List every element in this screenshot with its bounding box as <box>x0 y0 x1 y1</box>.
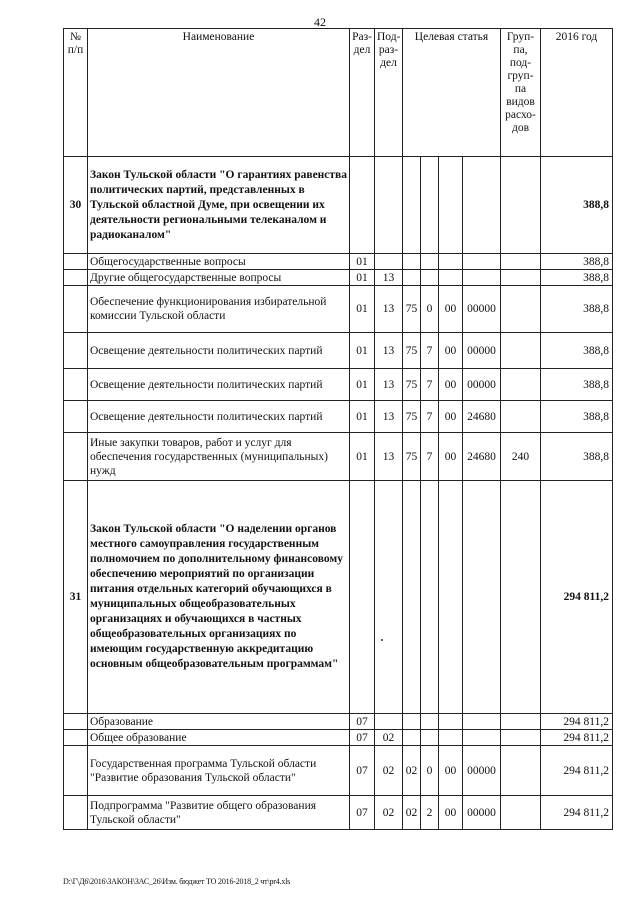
row-group <box>501 796 541 830</box>
row-amount: 294 811,2 <box>541 481 613 714</box>
row-target-2: 2 <box>421 796 439 830</box>
row-target-3: 00 <box>439 746 463 796</box>
row-amount: 294 811,2 <box>541 730 613 746</box>
row-name: Общегосударственные вопросы <box>88 254 350 270</box>
header-section: Раз-дел <box>350 29 375 157</box>
row-amount: 294 811,2 <box>541 746 613 796</box>
row-group <box>501 481 541 714</box>
row-group <box>501 333 541 369</box>
row-target-3 <box>439 481 463 714</box>
row-group: 240 <box>501 433 541 481</box>
table-row <box>64 401 613 433</box>
row-target-2: 0 <box>421 746 439 796</box>
row-name: Государственная программа Тульской области "Развитие образования Тульской области" <box>88 746 350 796</box>
row-target-3 <box>439 730 463 746</box>
table-row <box>64 796 613 830</box>
row-target-4: 00000 <box>463 746 501 796</box>
row-amount: 388,8 <box>541 433 613 481</box>
row-section: 01 <box>350 369 375 401</box>
row-target-3: 00 <box>439 369 463 401</box>
row-target-2: 7 <box>421 433 439 481</box>
row-group <box>501 730 541 746</box>
row-number <box>64 254 88 270</box>
row-group <box>501 270 541 286</box>
row-section: 07 <box>350 796 375 830</box>
row-subsection: 13 <box>375 333 403 369</box>
row-subsection: 02 <box>375 746 403 796</box>
table-row <box>64 746 613 796</box>
row-name: Образование <box>88 714 350 730</box>
row-target-3: 00 <box>439 401 463 433</box>
row-amount: 388,8 <box>541 333 613 369</box>
row-target-4 <box>463 730 501 746</box>
row-target-3: 00 <box>439 796 463 830</box>
row-subsection: 13 <box>375 433 403 481</box>
row-target-2 <box>421 157 439 254</box>
row-name: Общее образование <box>88 730 350 746</box>
header-name: Наименование <box>88 29 350 157</box>
row-amount: 294 811,2 <box>541 714 613 730</box>
row-name: Освещение деятельности политических партий <box>88 401 350 433</box>
row-subsection: 13 <box>375 369 403 401</box>
row-section: 01 <box>350 433 375 481</box>
row-target-4 <box>463 270 501 286</box>
row-number: 31 <box>64 481 88 714</box>
row-target-1: 75 <box>403 369 421 401</box>
header-group: Груп-па, под-груп-па видов расхо-дов <box>501 29 541 157</box>
row-target-2 <box>421 270 439 286</box>
row-name: Другие общегосударственные вопросы <box>88 270 350 286</box>
row-target-2 <box>421 730 439 746</box>
row-section <box>350 481 375 714</box>
row-target-1 <box>403 254 421 270</box>
row-subsection: 02 <box>375 730 403 746</box>
row-target-4 <box>463 157 501 254</box>
header-num: № п/п <box>64 29 88 157</box>
row-target-2: 7 <box>421 369 439 401</box>
row-subsection <box>375 714 403 730</box>
row-target-3 <box>439 157 463 254</box>
row-section: 01 <box>350 401 375 433</box>
row-section: 07 <box>350 714 375 730</box>
row-subsection <box>375 481 403 714</box>
row-group <box>501 157 541 254</box>
row-target-1: 75 <box>403 333 421 369</box>
row-amount: 388,8 <box>541 254 613 270</box>
row-section <box>350 157 375 254</box>
row-number <box>64 796 88 830</box>
row-target-1: 02 <box>403 796 421 830</box>
row-target-2 <box>421 714 439 730</box>
row-target-2: 7 <box>421 333 439 369</box>
row-target-1: 75 <box>403 286 421 333</box>
table-row <box>64 333 613 369</box>
row-amount: 388,8 <box>541 157 613 254</box>
row-target-2: 0 <box>421 286 439 333</box>
row-target-1 <box>403 730 421 746</box>
table-row <box>64 157 613 254</box>
row-amount: 388,8 <box>541 286 613 333</box>
row-number <box>64 746 88 796</box>
row-target-3: 00 <box>439 433 463 481</box>
scan-dot <box>381 639 383 641</box>
row-name: Освещение деятельности политических партий <box>88 369 350 401</box>
row-target-1 <box>403 157 421 254</box>
row-name: Обеспечение функционирования избирательной комиссии Тульской области <box>88 286 350 333</box>
row-section: 01 <box>350 286 375 333</box>
row-target-1: 02 <box>403 746 421 796</box>
row-target-4 <box>463 714 501 730</box>
row-target-4: 24680 <box>463 401 501 433</box>
row-name: Подпрограмма "Развитие общего образования Тульской области" <box>88 796 350 830</box>
table-row <box>64 270 613 286</box>
row-target-2 <box>421 481 439 714</box>
table-row <box>64 254 613 270</box>
header-year: 2016 год <box>541 29 613 157</box>
row-amount: 388,8 <box>541 369 613 401</box>
table-row <box>64 481 613 714</box>
row-section: 07 <box>350 746 375 796</box>
row-subsection: 13 <box>375 270 403 286</box>
row-target-4 <box>463 481 501 714</box>
row-name: Закон Тульской области "О гарантиях равенства политических партий, представленных в Тульской областной Думе, при освещении их деятельности региональными телеканалом и радиоканалом" <box>88 157 350 254</box>
row-target-4: 00000 <box>463 286 501 333</box>
row-target-1 <box>403 270 421 286</box>
row-subsection <box>375 157 403 254</box>
row-name: Закон Тульской области "О наделении органов местного самоуправления государственным полномочием по дополнительному финансовому обеспечению мероприятий по организации питания отдельных категорий обучающихся в муниципальных общеобразовательных организациях и обучающихся в частных общеобразовательных организациях по имеющим государственную аккредитацию основным общеобразовательным программам" <box>88 481 350 714</box>
row-target-3 <box>439 254 463 270</box>
row-amount: 388,8 <box>541 270 613 286</box>
row-target-3 <box>439 270 463 286</box>
row-name: Освещение деятельности политических партий <box>88 333 350 369</box>
row-target-4: 00000 <box>463 796 501 830</box>
row-amount: 294 811,2 <box>541 796 613 830</box>
row-number <box>64 730 88 746</box>
row-subsection: 13 <box>375 401 403 433</box>
table-row <box>64 714 613 730</box>
row-section: 07 <box>350 730 375 746</box>
table-row <box>64 730 613 746</box>
row-group <box>501 254 541 270</box>
row-amount: 388,8 <box>541 401 613 433</box>
row-group <box>501 401 541 433</box>
row-subsection: 02 <box>375 796 403 830</box>
row-group <box>501 369 541 401</box>
row-target-1: 75 <box>403 401 421 433</box>
row-section: 01 <box>350 254 375 270</box>
table-row <box>64 433 613 481</box>
row-number: 30 <box>64 157 88 254</box>
row-number <box>64 433 88 481</box>
row-target-3 <box>439 714 463 730</box>
row-target-3: 00 <box>439 333 463 369</box>
row-name: Иные закупки товаров, работ и услуг для обеспечения государственных (муниципальных) нужд <box>88 433 350 481</box>
row-target-4: 24680 <box>463 433 501 481</box>
row-subsection: 13 <box>375 286 403 333</box>
row-subsection <box>375 254 403 270</box>
table-row <box>64 369 613 401</box>
footer-file-path: D:\Г\Д6\2016\ЗАКОН\ЗАС_26\Изм. бюджет ТО 2016-2018_2 чт\pr4.xls <box>63 877 291 886</box>
row-target-4 <box>463 254 501 270</box>
row-target-4: 00000 <box>463 333 501 369</box>
row-target-3: 00 <box>439 286 463 333</box>
row-group <box>501 746 541 796</box>
row-section: 01 <box>350 333 375 369</box>
page-number: 42 <box>314 15 326 29</box>
row-target-1 <box>403 481 421 714</box>
row-target-4: 00000 <box>463 369 501 401</box>
row-group <box>501 714 541 730</box>
header-target: Целевая статья <box>403 29 501 157</box>
row-group <box>501 286 541 333</box>
row-number <box>64 401 88 433</box>
row-number <box>64 714 88 730</box>
row-target-1 <box>403 714 421 730</box>
row-target-2: 7 <box>421 401 439 433</box>
budget-table <box>63 28 613 830</box>
row-number <box>64 333 88 369</box>
row-number <box>64 270 88 286</box>
row-number <box>64 369 88 401</box>
row-section: 01 <box>350 270 375 286</box>
header-subsection: Под-раз-дел <box>375 29 403 157</box>
table-row <box>64 286 613 333</box>
row-target-2 <box>421 254 439 270</box>
header-row <box>64 29 613 157</box>
row-number <box>64 286 88 333</box>
row-target-1: 75 <box>403 433 421 481</box>
